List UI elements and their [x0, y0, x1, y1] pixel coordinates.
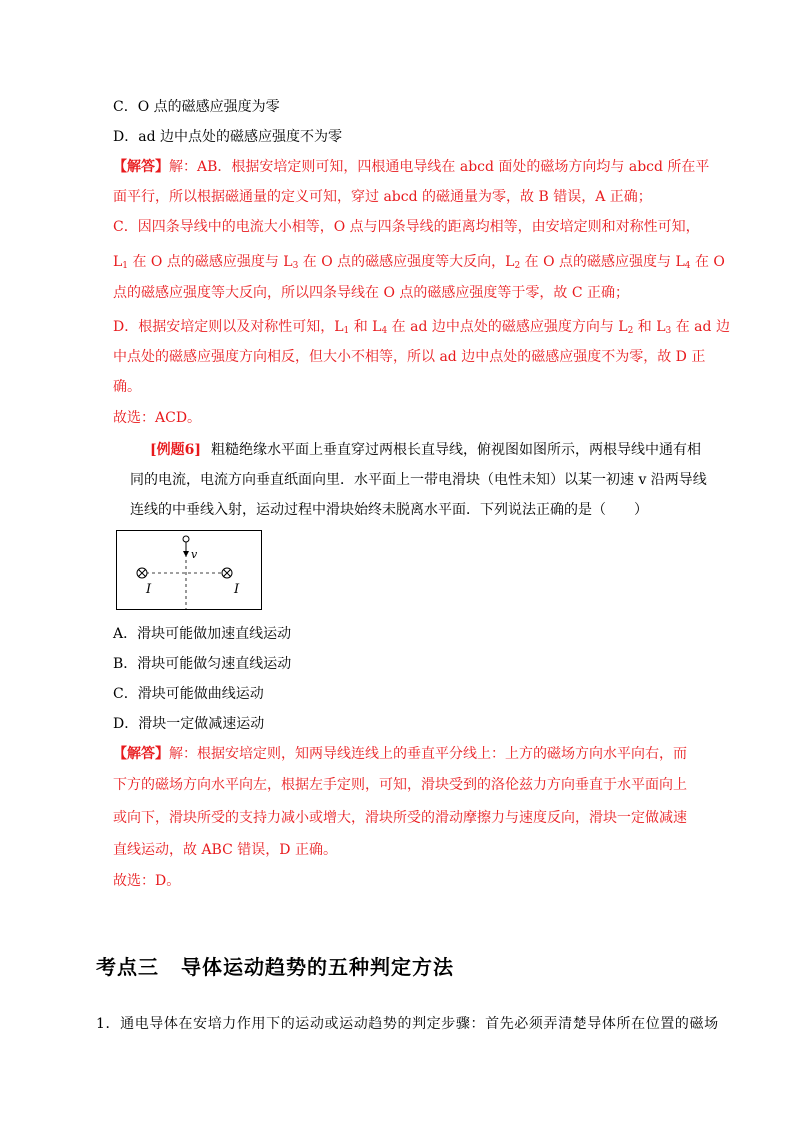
- example6-answer-line1: 【解答】解：根据安培定则，知两导线连线上的垂直平分线上：上方的磁场方向水平向右，而: [113, 746, 687, 762]
- left-current-label: I: [146, 582, 152, 597]
- wires-diagram-svg: [116, 530, 262, 610]
- example6-answer-line2: 下方的磁场方向水平向左，根据左手定则，可知，滑块受到的洛伦兹力方向垂直于水平面向上: [113, 777, 687, 793]
- answer-tag: 【解答】: [113, 159, 169, 175]
- example6-answer-choice: 故选：D。: [113, 873, 181, 889]
- example6-answer-line4: 直线运动，故 ABC 错误，D 正确。: [113, 842, 337, 858]
- step-1-text: 1．通电导体在安培力作用下的运动或运动趋势的判定步骤：首先必须弄清楚导体所在位置的磁场: [96, 1016, 719, 1032]
- prev-answer-line5: 点的磁感应强度等大反向，所以四条导线在 O 点的磁感应强度等于零，故 C 正确；: [113, 285, 629, 301]
- prev-answer-line1: 【解答】解：AB．根据安培定则可知，四根通电导线在 abcd 面处的磁场方向均与 abcd 所在平: [113, 159, 710, 175]
- prev-answer-line3: C．因四条导线中的电流大小相等，O 点与四条导线的距离均相等，由安培定则和对称性可知，: [113, 219, 700, 235]
- slider-dot: [183, 536, 189, 542]
- prev-answer-line7: 中点处的磁感应强度方向相反，但大小不相等，所以 ad 边中点处的磁感应强度不为零，故 D 正: [113, 349, 706, 365]
- example6-line1: [例题6] 粗糙绝缘水平面上垂直穿过两根长直导线，俯视图如图所示，两根导线中通有相: [150, 442, 701, 458]
- option-c-prev: C．O 点的磁感应强度为零: [113, 99, 280, 115]
- example6-option-c: C．滑块可能做曲线运动: [113, 686, 264, 702]
- example-label: [例题6]: [150, 442, 201, 458]
- example6-line3: 连线的中垂线入射，运动过程中滑块始终未脱离水平面．下列说法正确的是（ ）: [130, 502, 648, 518]
- right-wire-icon: [222, 568, 232, 578]
- section-title: 导体运动趋势的五种判定方法: [181, 955, 454, 979]
- prev-answer-line6: D．根据安培定则以及对称性可知，$L_1$ 和 $L_4$ 在 ad 边中点处的磁感应强度方向与 $L_2$ 和 $L_3$ 在 ad 边: [113, 319, 730, 336]
- prev-answer-line4: $L_1$ 在 O 点的磁感应强度与 $L_3$ 在 O 点的磁感应强度等大反向，$L_2$ 在 O 点的磁感应强度与 $L_4$ 在 O: [113, 254, 725, 271]
- wires-diagram: [116, 530, 262, 610]
- right-current-label: I: [234, 582, 240, 597]
- velocity-label: v: [191, 548, 198, 561]
- section-number: 考点三: [96, 955, 159, 979]
- prev-answer-choice: 故选：ACD。: [113, 410, 202, 426]
- example6-line2: 同的电流，电流方向垂直纸面向里．水平面上一带电滑块（电性未知）以某一初速 v 沿两导线: [130, 472, 707, 488]
- left-wire-icon: [137, 568, 147, 578]
- prev-answer-line2: 面平行，所以根据磁通量的定义可知，穿过 abcd 的磁通量为零，故 B 错误，A 正确；: [113, 189, 652, 205]
- example6-option-b: B．滑块可能做匀速直线运动: [113, 656, 292, 672]
- velocity-arrow-head: [183, 551, 189, 557]
- section-heading: [96, 951, 454, 980]
- answer-tag: 【解答】: [113, 746, 169, 762]
- option-d-prev: D．ad 边中点处的磁感应强度不为零: [113, 129, 342, 145]
- example6-answer-line3: 或向下，滑块所受的支持力减小或增大，滑块所受的滑动摩擦力与速度反向，滑块一定做减速: [113, 810, 687, 826]
- example6-option-a: A．滑块可能做加速直线运动: [113, 626, 292, 642]
- example6-option-d: D．滑块一定做减速运动: [113, 716, 265, 732]
- prev-answer-line8: 确。: [113, 379, 141, 395]
